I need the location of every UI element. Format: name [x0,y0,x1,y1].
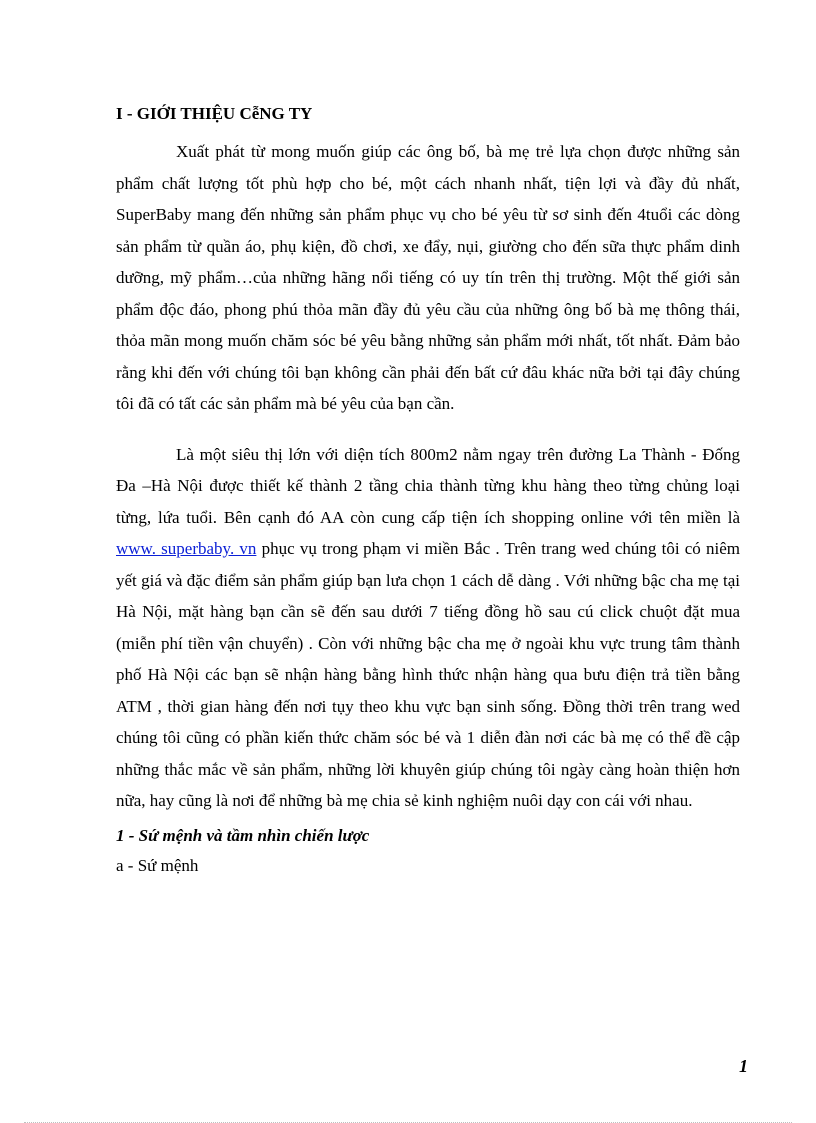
subsubsection-heading: a - Sứ mệnh [116,855,199,875]
subsection [116,821,740,881]
page-content [116,100,740,881]
store-paragraph-text-before-link: Là một siêu thị lớn với diện tích 800m2 nằm ngay trên đường La Thành - Đống Đa –Hà Nội được thiết kế thành 2 tầng chia thành từng khu hàng theo từng chủng loại từng, lứa tuổi. Bên cạnh đó AA còn cung cấp tiện ích shopping online với tên miền là [116,444,740,527]
page-number: 1 [739,1056,748,1076]
subsection-heading: 1 - Sứ mệnh và tầm nhìn chiến lược [116,825,370,845]
section-heading: I - GIỚI THIỆU CễNG TY [116,104,313,123]
store-paragraph [116,439,740,817]
website-link[interactable]: www. superbaby. vn [116,539,257,558]
store-paragraph-text-after-link: phục vụ trong phạm vi miền Bắc . Trên trang wed chúng tôi có niêm yết giá và đặc điểm sản phẩm giúp bạn lưa chọn 1 cách dễ dàng . Với những bậc cha mẹ tại Hà Nội, mặt hàng bạn cần sẽ đến sau dưới 7 tiếng đồng hồ sau cú click chuột đặt mua (miễn phí tiền vận chuyển) . Còn với những bậc cha mẹ ở ngoài khu vực trung tâm thành phố Hà Nội các bạn sẽ nhận hàng bằng hình thức nhận hàng qua bưu điện trả tiền bằng ATM , thời gian hàng đến nơi tụy theo khu vực bạn sinh sống. Đồng thời trên trang wed chúng tôi cũng có phần kiến thức chăm sóc bé và 1 diễn đàn nơi các bà mẹ có thể đề cập những thắc mắc về sản phẩm, những lời khuyên giúp chúng tôi ngày càng hoàn thiện hơn nữa, hay cũng là nơi để những bà mẹ chia sẻ kinh nghiệm nuôi dạy con cái với nhau. [116,539,740,810]
intro-paragraph: Xuất phát từ mong muốn giúp các ông bố, bà mẹ trẻ lựa chọn được những sản phẩm chất lượng tốt phù hợp cho bé, một cách nhanh nhất, tiện lợi và đầy đủ nhất, SuperBaby mang đến những sản phẩm phục vụ cho bé yêu từ sơ sinh đến 4tuổi các dòng sản phẩm từ quần áo, phụ kiện, đồ chơi, xe đẩy, nụi, giường cho đến sữa thực phẩm dinh dưỡng, mỹ phẩm…của những hãng nổi tiếng có uy tín trên thị trường. Một thế giới sản phẩm độc đáo, phong phú thỏa mãn đầy đủ yêu cầu của những ông bố bà mẹ thông thái, thỏa mãn mong muốn chăm sóc bé yêu bằng những sản phẩm mới nhất, tốt nhất. Đảm bảo rằng khi đến với chúng tôi bạn không cần phải đến bất cứ đâu khác nữa bởi tại đây chúng tôi đã có tất các sản phẩm mà bé yêu của bạn cần. [116,142,740,413]
